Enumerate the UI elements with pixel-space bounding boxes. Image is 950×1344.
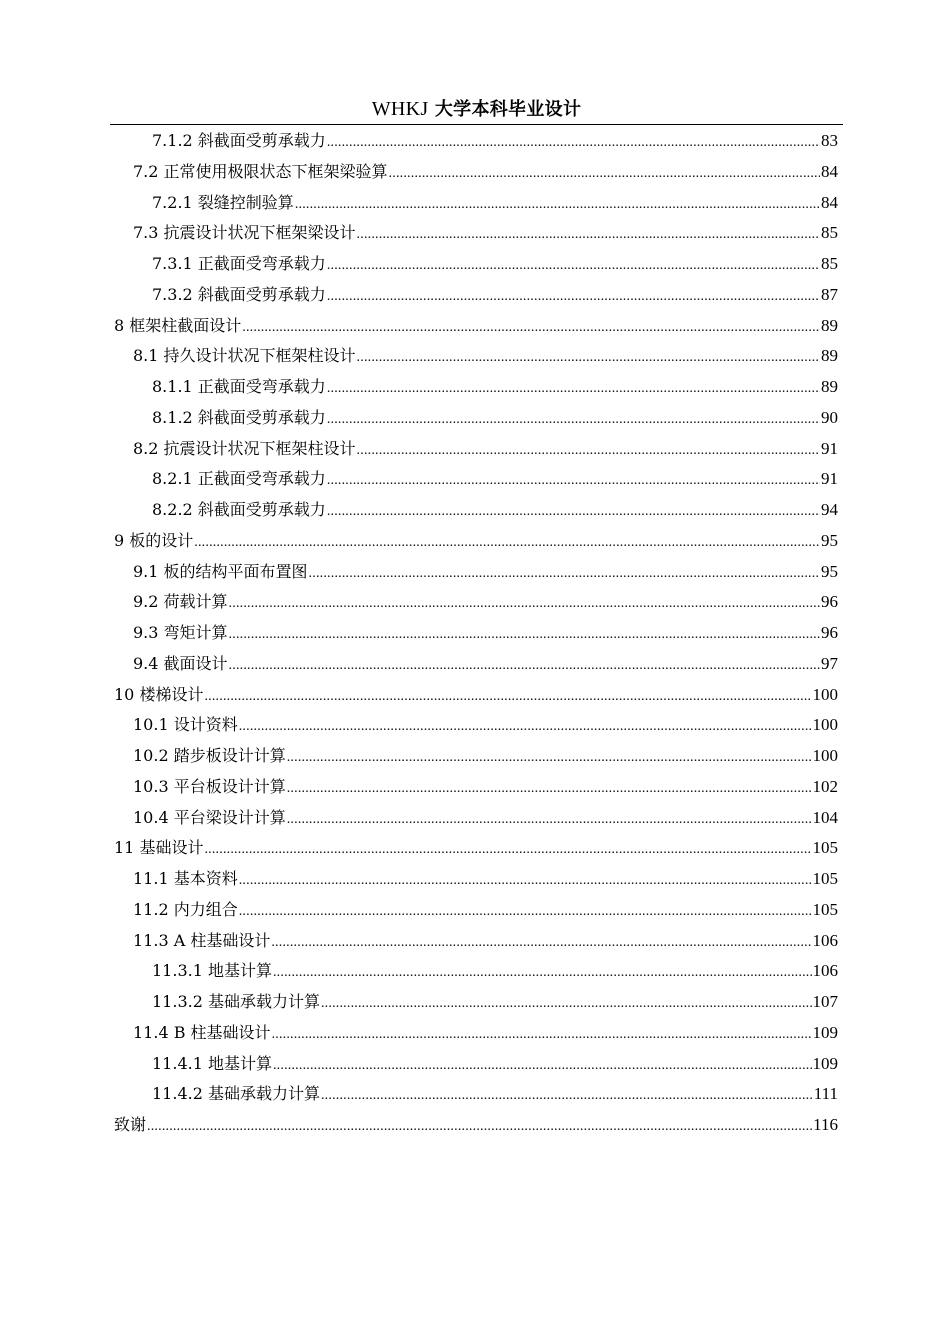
toc-entry-page-number: 116 <box>813 1115 838 1134</box>
toc-entry-page-number: 105 <box>812 869 838 888</box>
toc-entry-page-number: 106 <box>812 930 838 950</box>
toc-entry-title: 7.1.2 斜截面受剪承载力 <box>152 131 326 150</box>
toc-entry[interactable] <box>114 157 838 188</box>
toc-entry-title: 11.4.1 地基计算 <box>152 1053 272 1073</box>
toc-entry[interactable] <box>114 618 838 649</box>
toc-entry-title: 11.2 内力组合 <box>133 899 238 919</box>
toc-entry-title: 8.1 持久设计状况下框架柱设计 <box>133 346 356 366</box>
toc-entry-page-number: 85 <box>821 223 838 243</box>
toc-entry-title: 8.1.2 斜截面受剪承载力 <box>152 407 326 427</box>
toc-entry[interactable] <box>114 311 838 342</box>
toc-dot-leader <box>242 313 820 344</box>
toc-entry[interactable] <box>114 926 838 957</box>
toc-dot-leader <box>321 1081 813 1112</box>
toc-entry-page-number: 85 <box>821 254 838 273</box>
toc-entry-title: 9.2 荷载计算 <box>133 592 228 612</box>
toc-dot-leader <box>147 1112 812 1143</box>
toc-entry-page-number: 91 <box>821 438 838 458</box>
toc-entry-title: 7.3.1 正截面受弯承载力 <box>152 254 326 273</box>
toc-entry-title: 9.1 板的结构平面布置图 <box>133 561 308 581</box>
toc-entry[interactable] <box>114 833 838 864</box>
toc-dot-leader <box>229 651 820 682</box>
toc-dot-leader <box>389 159 820 190</box>
toc-dot-leader <box>273 958 812 989</box>
toc-dot-leader <box>204 835 811 866</box>
toc-entry-page-number: 104 <box>812 807 838 827</box>
toc-entry[interactable] <box>114 587 838 618</box>
toc-entry-page-number: 100 <box>812 684 838 704</box>
toc-entry-title: 致谢 <box>114 1115 147 1134</box>
toc-entry[interactable] <box>114 218 838 249</box>
toc-entry-title: 11.3.1 地基计算 <box>152 961 272 981</box>
toc-dot-leader <box>327 282 820 313</box>
toc-entry[interactable] <box>114 895 838 926</box>
toc-dot-leader <box>273 1051 812 1082</box>
header-title: 大学本科毕业设计 <box>434 99 582 120</box>
toc-entry[interactable] <box>114 680 838 711</box>
toc-entry-title: 9 板的设计 <box>114 530 194 550</box>
toc-entry[interactable] <box>114 710 838 741</box>
toc-entry-page-number: 83 <box>821 131 838 150</box>
toc-entry-page-number: 96 <box>821 623 838 642</box>
toc-entry[interactable] <box>114 1049 838 1080</box>
toc-entry-title: 10.4 平台梁设计计算 <box>133 807 286 827</box>
toc-dot-leader <box>327 466 820 497</box>
toc-dot-leader <box>204 682 811 713</box>
toc-dot-leader <box>287 743 812 774</box>
toc-entry-page-number: 84 <box>821 192 838 212</box>
toc-dot-leader <box>357 220 820 251</box>
toc-dot-leader <box>287 805 812 836</box>
toc-entry-page-number: 111 <box>813 1084 838 1104</box>
toc-dot-leader <box>239 897 812 928</box>
toc-entry-title: 8.2 抗震设计状况下框架柱设计 <box>133 438 356 458</box>
toc-entry-page-number: 95 <box>821 561 838 581</box>
toc-entry-page-number: 105 <box>812 899 838 919</box>
toc-dot-leader <box>295 190 820 221</box>
toc-dot-leader <box>239 712 812 743</box>
toc-entry[interactable] <box>114 864 838 895</box>
toc-entry-title: 11.3 A 柱基础设计 <box>133 930 271 950</box>
toc-entry-title: 10.3 平台板设计计算 <box>133 776 286 796</box>
toc-dot-leader <box>229 589 820 620</box>
toc-entry[interactable] <box>114 280 838 311</box>
toc-entry-page-number: 105 <box>812 838 838 858</box>
toc-entry[interactable] <box>114 987 838 1018</box>
toc-entry-page-number: 89 <box>821 315 838 335</box>
toc-dot-leader <box>229 620 820 651</box>
toc-dot-leader <box>327 251 820 282</box>
toc-entry-title: 8.2.2 斜截面受剪承载力 <box>152 500 326 519</box>
toc-dot-leader <box>309 559 820 590</box>
toc-entry[interactable] <box>114 126 838 157</box>
table-of-contents <box>114 126 838 1141</box>
toc-entry[interactable] <box>114 1079 838 1110</box>
toc-entry-title: 7.3 抗震设计状况下框架梁设计 <box>133 223 356 243</box>
toc-entry-page-number: 95 <box>821 530 838 550</box>
toc-entry-page-number: 84 <box>821 161 838 181</box>
toc-entry[interactable] <box>114 1110 838 1141</box>
toc-dot-leader <box>287 774 812 805</box>
toc-entry[interactable] <box>114 741 838 772</box>
toc-entry-title: 9.3 弯矩计算 <box>133 623 228 642</box>
toc-entry-title: 11.3.2 基础承载力计算 <box>152 992 320 1011</box>
toc-entry[interactable] <box>114 464 838 495</box>
toc-entry-title: 9.4 截面设计 <box>133 653 228 673</box>
page-header <box>110 95 843 123</box>
toc-entry[interactable] <box>114 803 838 834</box>
toc-entry-page-number: 90 <box>821 407 838 427</box>
toc-entry-title: 7.2.1 裂缝控制验算 <box>152 192 294 212</box>
toc-entry-title: 8.1.1 正截面受弯承载力 <box>152 377 326 396</box>
toc-entry[interactable] <box>114 188 838 219</box>
toc-entry-page-number: 89 <box>821 377 838 396</box>
toc-dot-leader <box>194 528 820 559</box>
toc-entry-page-number: 87 <box>821 284 838 304</box>
toc-entry[interactable] <box>114 341 838 372</box>
toc-entry[interactable] <box>114 495 838 526</box>
toc-dot-leader <box>327 128 820 159</box>
header-university-code: WHKJ <box>371 98 429 120</box>
toc-entry-title: 8.2.1 正截面受弯承载力 <box>152 469 326 489</box>
toc-entry[interactable] <box>114 649 838 680</box>
toc-entry-title: 11.1 基本资料 <box>133 869 238 888</box>
toc-entry[interactable] <box>114 557 838 588</box>
toc-entry[interactable] <box>114 1018 838 1049</box>
toc-dot-leader <box>321 989 812 1020</box>
toc-entry[interactable] <box>114 526 838 557</box>
toc-entry-page-number: 91 <box>821 469 838 489</box>
toc-entry-title: 8 框架柱截面设计 <box>114 315 242 335</box>
toc-entry-page-number: 109 <box>812 1022 838 1042</box>
toc-entry-page-number: 89 <box>821 346 838 366</box>
toc-dot-leader <box>239 866 812 897</box>
toc-entry-title: 7.2 正常使用极限状态下框架梁验算 <box>133 161 388 181</box>
toc-entry-page-number: 107 <box>812 992 838 1011</box>
toc-entry-page-number: 96 <box>821 592 838 612</box>
toc-entry-title: 10.2 踏步板设计计算 <box>133 746 286 765</box>
toc-entry-title: 7.3.2 斜截面受剪承载力 <box>152 284 326 304</box>
toc-entry-title: 10 楼梯设计 <box>114 684 204 704</box>
toc-entry-title: 11 基础设计 <box>114 838 204 858</box>
toc-dot-leader <box>327 405 820 436</box>
toc-entry-page-number: 102 <box>812 776 838 796</box>
toc-entry-page-number: 109 <box>812 1053 838 1073</box>
toc-entry-title: 10.1 设计资料 <box>133 715 238 735</box>
header-rule <box>110 124 843 125</box>
toc-entry[interactable] <box>114 434 838 465</box>
toc-entry[interactable] <box>114 403 838 434</box>
toc-entry[interactable] <box>114 956 838 987</box>
toc-entry-page-number: 100 <box>812 746 838 765</box>
toc-dot-leader <box>357 436 820 467</box>
toc-entry[interactable] <box>114 772 838 803</box>
toc-entry-page-number: 94 <box>821 500 838 519</box>
toc-entry[interactable] <box>114 372 838 403</box>
toc-dot-leader <box>271 928 811 959</box>
toc-entry-page-number: 106 <box>812 961 838 981</box>
toc-entry-page-number: 97 <box>821 653 838 673</box>
toc-entry-title: 11.4 B 柱基础设计 <box>133 1022 271 1042</box>
toc-entry[interactable] <box>114 249 838 280</box>
toc-dot-leader <box>357 343 820 374</box>
toc-entry-title: 11.4.2 基础承载力计算 <box>152 1084 320 1104</box>
toc-dot-leader <box>272 1020 812 1051</box>
toc-entry-page-number: 100 <box>812 715 838 735</box>
toc-dot-leader <box>327 497 820 528</box>
toc-dot-leader <box>327 374 820 405</box>
